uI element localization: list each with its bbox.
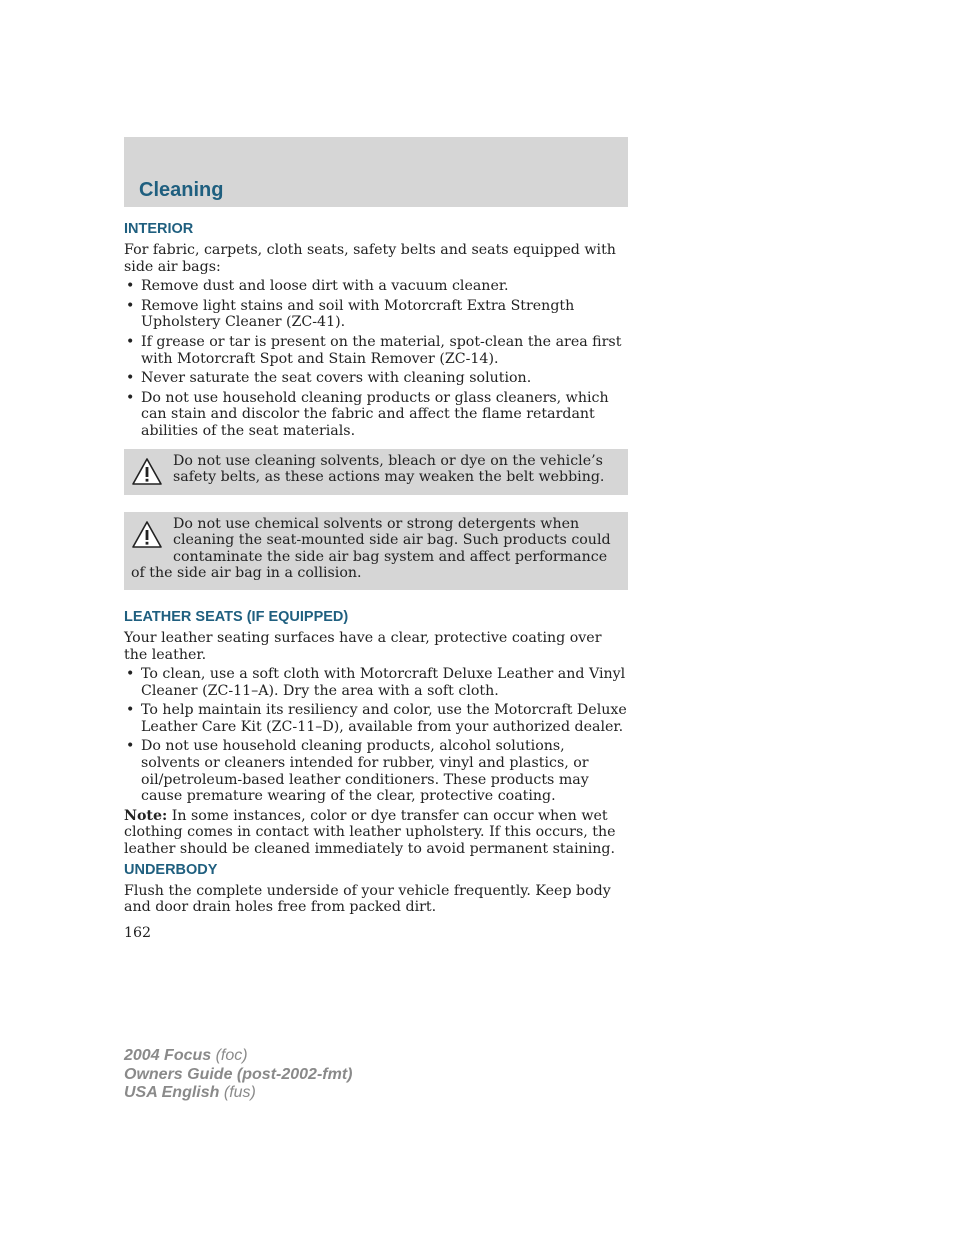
list-item: • Remove light stains and soil with Motorcraft Extra Strength Upholstery Cleaner (ZC-41). xyxy=(126,297,575,331)
underbody-text: Flush the complete underside of your vehicle frequently. Keep body and door drain holes free from packed dirt. xyxy=(124,882,611,916)
page-content xyxy=(124,221,628,916)
list-item: • Never saturate the seat covers with cleaning solution. xyxy=(126,370,532,387)
list-item: • Do not use household cleaning products, alcohol solutions, solvents or cleaners intended for rubber, vinyl and plastics, or oil/petroleum-based leather conditioners. These products may cause premature wearing of the clear, protective coating. xyxy=(126,738,589,805)
list-item: • To help maintain its resiliency and color, use the Motorcraft Deluxe Leather Care Kit (ZC-11–D), available from your authorized dealer. xyxy=(126,702,627,735)
list-item: • Do not use household cleaning products or glass cleaners, which can stain and discolor the fabric and affect the flame retardant abilities of the seat materials. xyxy=(126,389,609,439)
interior-heading: INTERIOR xyxy=(124,221,194,237)
interior-intro: For fabric, carpets, cloth seats, safety belts and seats equipped with side air bags: xyxy=(124,242,616,275)
leather-heading: LEATHER SEATS (IF EQUIPPED) xyxy=(124,608,349,625)
section-title: Cleaning xyxy=(139,179,224,201)
footer-line-guide: Owners Guide (post-2002-fmt) xyxy=(124,1065,353,1083)
list-item: • Remove dust and loose dirt with a vacuum cleaner. xyxy=(126,278,509,295)
warning-text: Do not use cleaning solvents, bleach or dye on the vehicle’s safety belts, as these actions may weaken the belt webbing. xyxy=(173,452,605,486)
document-footer xyxy=(124,1047,352,1103)
warning-triangle-icon xyxy=(131,457,163,487)
interior-bullet-list xyxy=(124,278,628,439)
leather-note: Note: In some instances, color or dye transfer can occur when wet clothing comes in contact with leather upholstery. If this occurs, the leather should be cleaned immediately to avoid permanent staining. xyxy=(124,807,616,858)
list-item: • If grease or tar is present on the material, spot-clean the area first with Motorcraft Spot and Stain Remover (ZC-14). xyxy=(126,333,622,367)
warning-box-safety-belts xyxy=(124,449,628,495)
footer-line-language: USA English (fus) xyxy=(124,1084,256,1101)
section-header xyxy=(124,137,628,207)
warning-text: Do not use chemical solvents or strong detergents when cleaning the seat-mounted side air bag. Such products could contaminate the side air bag system and affect performance of the side air bag in a collision. xyxy=(131,515,611,582)
footer-line-model: 2004 Focus (foc) xyxy=(124,1047,248,1064)
leather-intro: Your leather seating surfaces have a clear, protective coating over the leather. xyxy=(124,629,602,663)
leather-bullet-list xyxy=(124,666,628,805)
warning-box-side-air-bag xyxy=(124,512,628,590)
underbody-heading: UNDERBODY xyxy=(124,861,218,878)
warning-triangle-icon xyxy=(131,520,163,550)
list-item: • To clean, use a soft cloth with Motorcraft Deluxe Leather and Vinyl Cleaner (ZC-11–A). Dry the area with a soft cloth. xyxy=(126,666,626,699)
page-number: 162 xyxy=(124,925,152,941)
